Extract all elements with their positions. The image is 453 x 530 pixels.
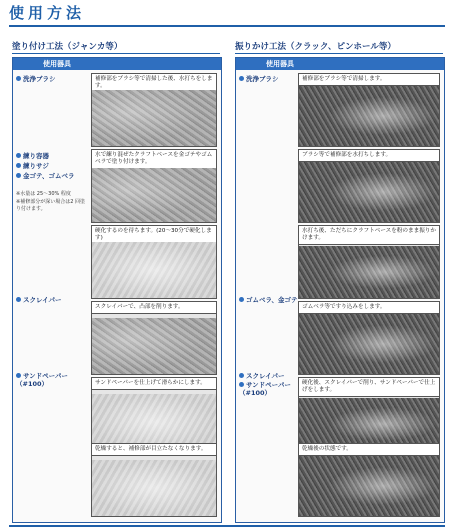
left-step-4 (91, 301, 217, 375)
right-tool-sandpaper: サンドペーパー（#100） (239, 381, 291, 397)
step-caption: ブラシ等で補修部を水打ちします。 (299, 150, 439, 162)
left-tool-container: 練り容器 (16, 152, 49, 160)
step-photo (299, 456, 439, 516)
step-photo (92, 318, 216, 374)
step-caption: 硬化するのを待ちます。(20〜30分で硬化します) (92, 226, 216, 245)
left-section-heading: 塗り付け工法（ジャンカ等） (12, 42, 123, 52)
page-title: 使用方法 (9, 4, 86, 22)
right-heading-divider (235, 53, 443, 54)
title-divider (9, 25, 445, 27)
left-tool-brush: 洗浄ブラシ (16, 75, 56, 83)
step-photo (299, 86, 439, 146)
step-caption: ゴムベラ等ですり込みをします。 (299, 302, 439, 314)
bullet-icon (16, 373, 21, 378)
step-photo (92, 394, 216, 450)
right-step-6 (298, 443, 440, 517)
bullet-icon (16, 153, 21, 158)
step-photo (299, 162, 439, 222)
left-note-water: ※水量は 25〜30% 程度 (16, 191, 71, 197)
right-step-4 (298, 301, 440, 375)
left-tool-spoon: 練りサジ (16, 162, 49, 170)
left-step-6 (91, 443, 217, 517)
right-step-1 (298, 73, 440, 147)
step-photo (92, 168, 216, 222)
step-caption: 補修部をブラシ等で清掃します。 (299, 74, 439, 86)
step-photo (92, 242, 216, 298)
left-step-3 (91, 225, 217, 299)
right-tool-scraper: スクレイパー (239, 372, 285, 380)
bullet-icon (239, 382, 244, 387)
step-photo (92, 460, 216, 516)
left-tool-sandpaper: サンドペーパー（#100） (16, 372, 68, 388)
step-caption: 水打ち後、ただちにクラフトベースを粉のまま振りかけます。 (299, 226, 439, 245)
bullet-icon (239, 373, 244, 378)
step-photo (299, 314, 439, 374)
bullet-icon (239, 76, 244, 81)
step-photo (299, 246, 439, 298)
step-caption: 乾燥後の状態です。 (299, 444, 439, 456)
left-heading-divider (12, 53, 220, 54)
left-tool-trowel: 金ゴテ、ゴムベラ (16, 172, 86, 180)
bullet-icon (16, 163, 21, 168)
right-tool-brush: 洗浄ブラシ (239, 75, 279, 83)
right-step-3 (298, 225, 440, 299)
right-procedure-panel (235, 57, 445, 523)
step-caption: 補修部をブラシ等で清掃した後、水打ちをします。 (92, 74, 216, 93)
bullet-icon (239, 297, 244, 302)
left-tool-scraper: スクレイパー (16, 296, 62, 304)
bullet-icon (16, 76, 21, 81)
step-caption: スクレイパーで、凸部を削ります。 (92, 302, 216, 314)
right-section-heading: 振りかけ工法（クラック、ピンホール等） (235, 42, 396, 52)
right-tool-trowel: ゴムベラ、金ゴテ (239, 296, 309, 304)
bottom-divider (9, 525, 445, 527)
bullet-icon (16, 173, 21, 178)
step-caption: 水で練り混ぜたクラフトベースを金ゴテやゴムベラで塗り付けます。 (92, 150, 216, 169)
bullet-icon (16, 297, 21, 302)
step-caption: サンドペーパーを仕上げて滑らかにします。 (92, 378, 216, 390)
step-caption: 硬化後、スクレイパーで削り、サンドペーパーで仕上げをします。 (299, 378, 439, 397)
step-photo (92, 90, 216, 146)
left-procedure-panel (12, 57, 222, 523)
left-tools-header: 使用器具 (13, 58, 221, 70)
right-step-5 (298, 377, 440, 451)
right-tools-header: 使用器具 (236, 58, 444, 70)
right-step-2 (298, 149, 440, 223)
step-caption: 乾燥すると、補修部が目立たなくなります。 (92, 444, 216, 456)
left-note-depth: ※補修部分が深い場合は2 回塗り付けます。 (16, 199, 85, 212)
left-step-5 (91, 377, 217, 451)
left-step-1 (91, 73, 217, 147)
left-step-2 (91, 149, 217, 223)
